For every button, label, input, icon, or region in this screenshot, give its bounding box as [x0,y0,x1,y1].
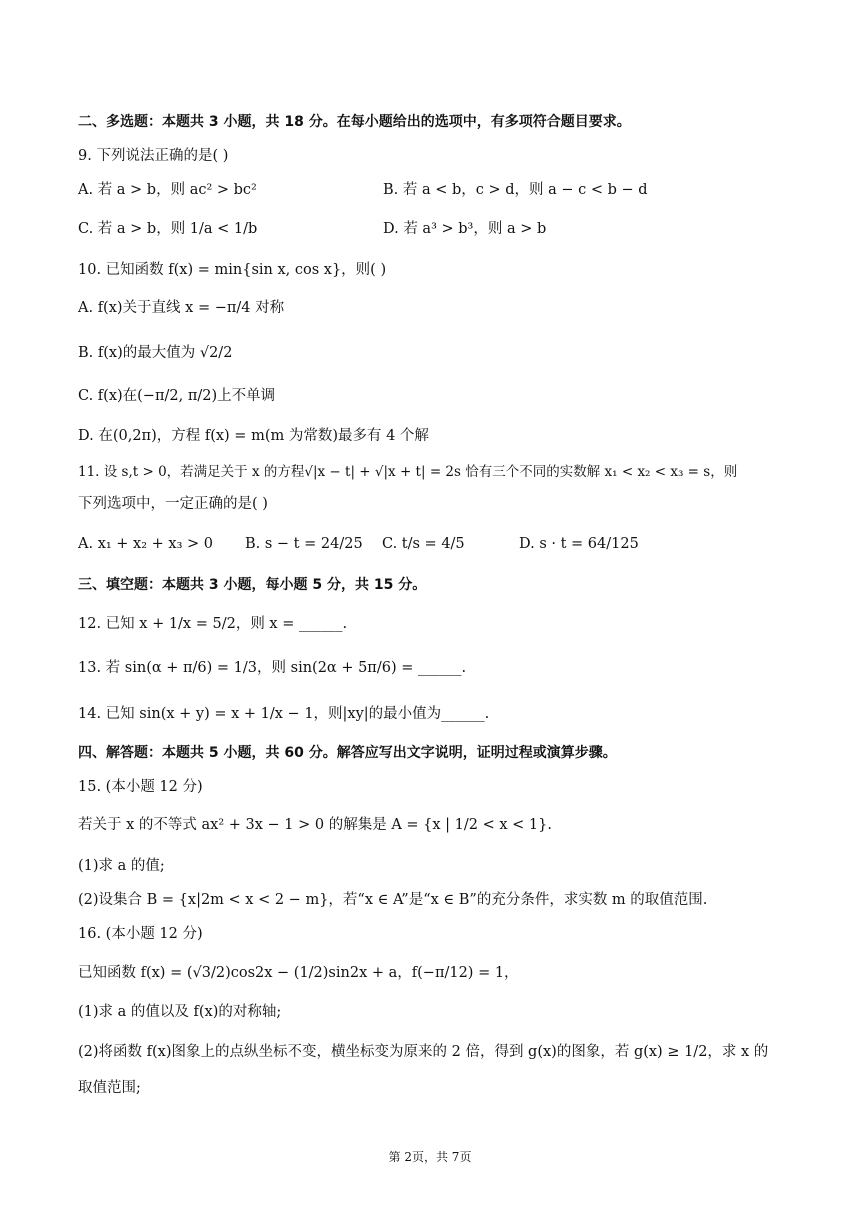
question-11-option-a: A. x₁ + x₂ + x₃ > 0 [78,536,213,552]
question-11-option-c: C. t/s = 4/5 [382,536,465,552]
section-fill-blank-heading: 三、填空题：本题共 3 小题，每小题 5 分，共 15 分。 [78,577,427,593]
question-9-stem: 9. 下列说法正确的是( ) [78,148,229,164]
question-11-stem-line1: 11. 设 s,t > 0，若满足关于 x 的方程√|x − t| + √|x + t| = 2s 恰有三个不同的实数解 x₁ < x₂ < x₃ = s，则 [78,464,738,480]
question-10-stem: 10. 已知函数 f(x) = min{sin x, cos x}，则( ) [78,262,387,278]
question-9-option-d: D. 若 a³ > b³，则 a > b [383,221,547,237]
question-15-heading: 15. (本小题 12 分) [78,779,203,795]
question-11-option-d: D. s · t = 64/125 [519,536,639,552]
section-solution-heading: 四、解答题：本题共 5 小题，共 60 分。解答应写出文字说明，证明过程或演算步骤。 [78,745,617,761]
question-10-option-a: A. f(x)关于直线 x = −π/4 对称 [78,300,285,316]
question-15-part-1: (1)求 a 的值; [78,858,165,874]
question-10-option-d: D. 在(0,2π)，方程 f(x) = m(m 为常数)最多有 4 个解 [78,428,429,444]
question-10-option-b: B. f(x)的最大值为 √2/2 [78,345,233,361]
page-footer: 第 2页，共 7页 [388,1150,472,1164]
question-9-option-a: A. 若 a > b，则 ac² > bc² [78,182,257,198]
question-16-heading: 16. (本小题 12 分) [78,926,203,942]
question-15-stem: 若关于 x 的不等式 ax² + 3x − 1 > 0 的解集是 A = {x | 1/2 < x < 1}. [78,817,552,833]
question-13: 13. 若 sin(α + π/6) = 1/3，则 sin(2α + 5π/6) = ______. [78,660,467,676]
question-11-stem-line2: 下列选项中，一定正确的是( ) [78,496,268,512]
question-11-option-b: B. s − t = 24/25 [245,536,363,552]
question-9-option-b: B. 若 a < b，c > d，则 a − c < b − d [383,182,648,198]
question-16-part-2-line2: 取值范围; [78,1080,141,1096]
question-16-part-2-line1: (2)将函数 f(x)图象上的点纵坐标不变，横坐标变为原来的 2 倍，得到 g(x)的图象，若 g(x) ≥ 1/2，求 x 的 [78,1044,769,1060]
question-14: 14. 已知 sin(x + y) = x + 1/x − 1，则|xy|的最小值为______. [78,706,490,722]
section-multi-choice-heading: 二、多选题：本题共 3 小题，共 18 分。在每小题给出的选项中，有多项符合题目要求。 [78,114,631,130]
question-12: 12. 已知 x + 1/x = 5/2，则 x = ______. [78,616,348,632]
question-9-option-c: C. 若 a > b，则 1/a < 1/b [78,221,258,237]
question-10-option-c: C. f(x)在(−π/2, π/2)上不单调 [78,388,276,404]
question-16-part-1: (1)求 a 的值以及 f(x)的对称轴; [78,1004,282,1020]
question-16-stem: 已知函数 f(x) = (√3/2)cos2x − (1/2)sin2x + a，f(−π/12) = 1， [78,965,519,981]
question-15-part-2: (2)设集合 B = {x|2m < x < 2 − m}，若“x ∈ A”是“x ∈ B”的充分条件，求实数 m 的取值范围. [78,892,708,908]
